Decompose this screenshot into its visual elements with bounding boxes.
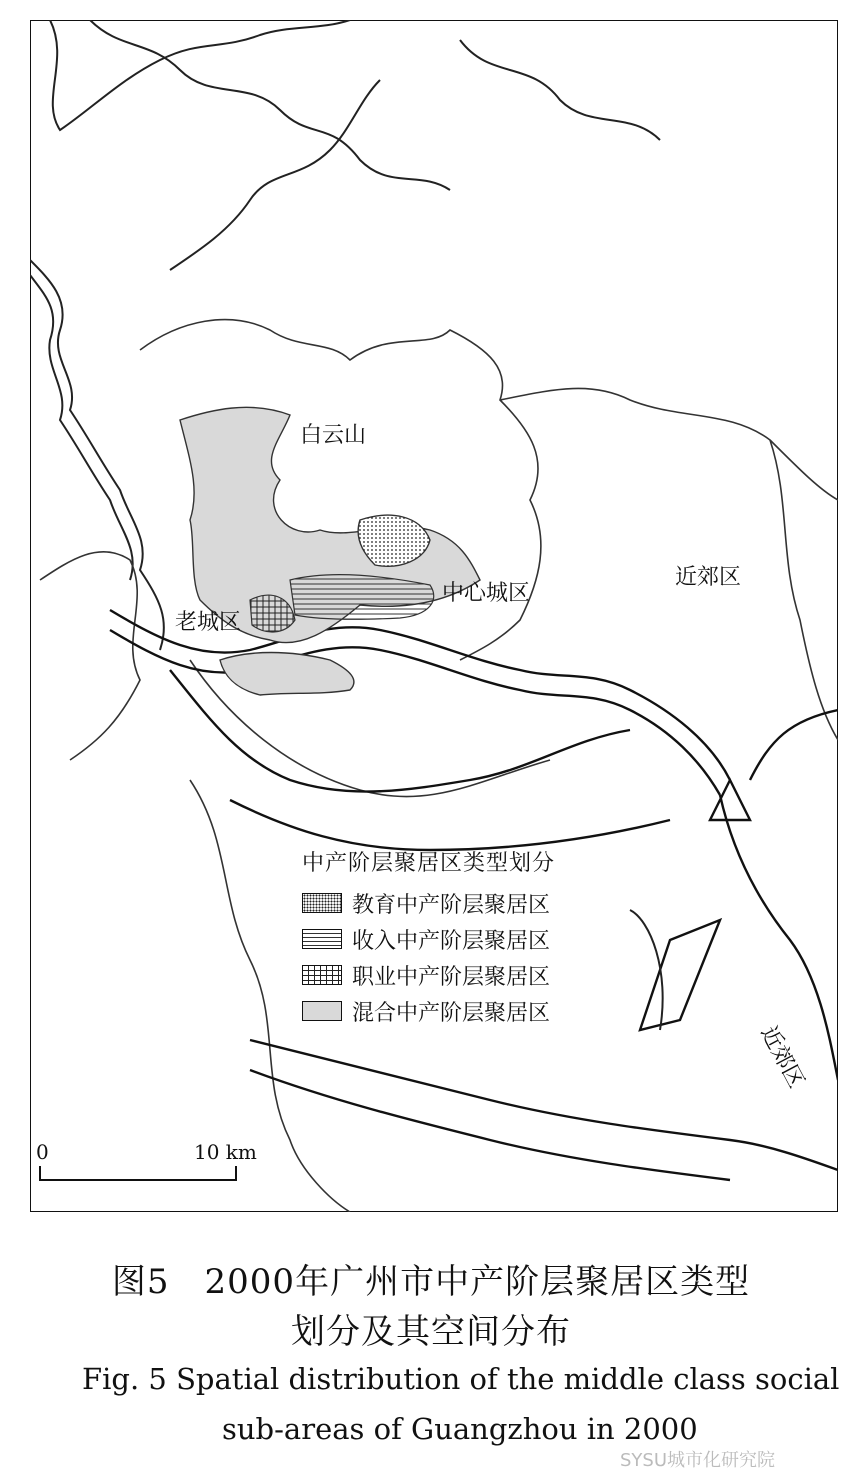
scale-line	[36, 1164, 266, 1184]
legend-item-occupation	[302, 957, 555, 993]
map-border	[30, 20, 838, 1212]
education-swatch	[302, 893, 342, 913]
income-swatch	[302, 929, 342, 949]
scale-end-label: 10 km	[194, 1140, 257, 1164]
income-middle-class-area	[290, 575, 434, 620]
legend-item-label: 收入中产阶层聚居区	[352, 928, 551, 954]
caption-en-line2: sub-areas of Guangzhou in 2000	[222, 1412, 698, 1446]
map-drawing	[30, 20, 838, 1212]
scale-start-label: 0	[36, 1140, 49, 1164]
caption-cn-line2: 划分及其空间分布	[291, 1312, 571, 1352]
suburb-south-label: 近郊区	[755, 1022, 809, 1093]
occupation-swatch	[302, 965, 342, 985]
legend-item-income	[302, 921, 555, 957]
baiyun-mountain-label: 白云山	[300, 423, 367, 448]
legend-item-label: 混合中产阶层聚居区	[352, 1000, 551, 1026]
watermark: SYSU城市化研究院	[620, 1450, 776, 1471]
scale-bar	[36, 1140, 266, 1190]
suburb-east-label: 近郊区	[675, 565, 742, 590]
legend-title: 中产阶层聚居区类型划分	[302, 851, 556, 876]
old-city-label: 老城区	[175, 610, 242, 635]
mixed-swatch	[302, 1001, 342, 1021]
legend-item-label: 教育中产阶层聚居区	[352, 892, 551, 918]
caption-cn-line1: 图5 2000年广州市中产阶层聚居区类型	[111, 1262, 751, 1302]
legend-item-education	[302, 885, 555, 921]
map	[30, 20, 838, 1212]
legend	[302, 846, 555, 1029]
central-city-label: 中心城区	[442, 581, 531, 606]
legend-item-mixed	[302, 993, 555, 1029]
legend-item-label: 职业中产阶层聚居区	[352, 964, 551, 990]
caption-en-line1: Fig. 5 Spatial distribution of the middle class social	[82, 1362, 840, 1396]
